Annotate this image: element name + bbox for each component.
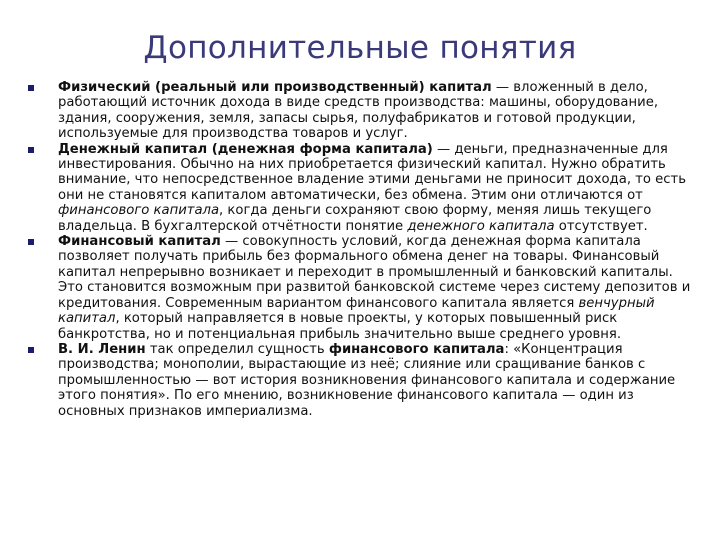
definition-text: отсутствует. — [554, 218, 648, 234]
emphasis-text: финансового капитала — [58, 203, 220, 219]
list-item — [22, 80, 694, 142]
emphasis-text: венчурный капитал — [58, 295, 655, 327]
term: Денежный капитал (денежная форма капитала) — [58, 141, 433, 157]
list-item — [22, 142, 694, 234]
definition-text: — совокупность условий, когда денежная форма капитала позволяет получать прибыль без формального обмена денег на товары. Финансовый капитал непрерывно возникает и переходит в промышленный и банковский капиталы. Это становится возможным при развитой банковской системе через систему депозитов и кредитования. Современным вариантом финансового капитала является — [58, 234, 691, 311]
definition-text: , который направляется в новые проекты, у которых повышенный риск банкротства, но и потенциальная прибыль значительно выше среднего уровня. — [58, 311, 622, 342]
square-bullet-icon — [28, 85, 34, 91]
emphasis-text: денежного капитала — [407, 218, 555, 234]
term: В. И. Ленин — [58, 341, 146, 357]
definition-text: : «Концентрация производства; монополии, вырастающие из неё; слияние или сращивание банков с промышленностью — вот история возникновения финансового капитала и содержание этого понятия». По его мнению, возникновение финансового капитала — один из основных признаков империализма. — [58, 341, 676, 419]
slide-title: Дополнительные понятия — [143, 30, 577, 66]
bullet-list — [22, 80, 694, 419]
square-bullet-icon — [28, 147, 34, 153]
square-bullet-icon — [28, 239, 34, 245]
term: Финансовый капитал — [58, 234, 221, 250]
list-item — [22, 342, 694, 419]
definition-text: — деньги, предназначенные для инвестирования. Обычно на них приобретается физический капитал. Нужно обратить внимание, что непосредственное владение этими деньгами не приносит дохода, то есть они не становятся капиталом автоматически, без обмена. Этим они отличаются от — [58, 141, 686, 203]
definition-text: так определил сущность — [145, 341, 329, 357]
term: Физический (реальный или производственный) капитал — [58, 80, 492, 95]
list-item — [22, 234, 694, 342]
square-bullet-icon — [28, 347, 34, 353]
definition-text: , когда деньги сохраняют свою форму, меняя лишь текущего владельца. В бухгалтерской отчётности понятие — [58, 203, 652, 234]
term: финансового капитала — [328, 341, 505, 357]
definition-text: — вложенный в дело, работающий источник дохода в виде средств производства: машины, оборудование, здания, сооружения, земля, запасы сырья, полуфабрикатов и готовой продукции, используемые для производства товаров и услуг. — [58, 80, 659, 142]
